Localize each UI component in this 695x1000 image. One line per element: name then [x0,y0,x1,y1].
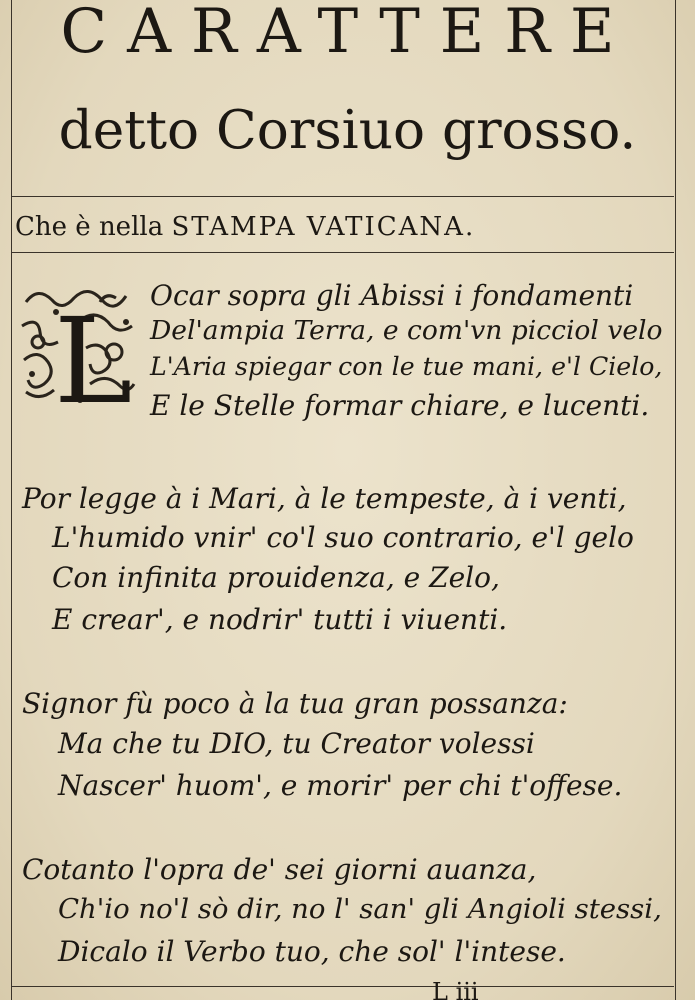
stanza-2-line-3: Con infinita prouidenza, e Zelo, [52,561,500,594]
header-rule-bottom [12,252,674,253]
stanza-1-line-1: Ocar sopra gli Abissi i fondamenti [150,279,634,312]
header-rule-top [12,196,674,197]
stanza-3-line-3: Nascer' huom', e morir' per chi t'offese. [58,769,623,802]
source-line [15,214,475,240]
page-subtitle: detto Corsiuo grosso. [58,99,637,161]
stanza-3-line-1: Signor fù poco à la tua gran possanza: [22,687,568,720]
source-prefix: Che è nella [15,212,164,242]
stanza-1-line-4: E le Stelle formar chiare, e lucenti. [150,389,650,422]
initial-letter: L [54,292,133,412]
stanza-1-line-3: L'Aria spiegar con le tue mani, e'l Cielo, [150,352,663,381]
page-title: CARATTERE [60,0,635,67]
stanza-1-line-2: Del'ampia Terra, e com'vn picciol velo [150,315,663,346]
stanza-4-line-2: Ch'io no'l sò dir, no l' san' gli Angioli stessi, [58,893,662,925]
ornament-icon [16,282,140,412]
stanza-4-line-1: Cotanto l'opra de' sei giorni auanza, [22,853,537,886]
stanza-2-line-2: L'humido vnir' co'l suo contrario, e'l gelo [52,521,634,554]
source-caps: STAMPA VATICANA. [171,212,476,242]
page-number: L iii [432,978,479,1000]
footer-rule [12,986,674,987]
stanza-3-line-2: Ma che tu DIO, tu Creator volessi [58,727,535,760]
decorated-initial [16,282,140,412]
stanza-4-line-3: Dicalo il Verbo tuo, che sol' l'intese. [58,935,566,968]
stanza-2-line-4: E crear', e nodrir' tutti i viuenti. [52,603,508,636]
stanza-2-line-1: Por legge à i Mari, à le tempeste, à i venti, [22,482,627,515]
